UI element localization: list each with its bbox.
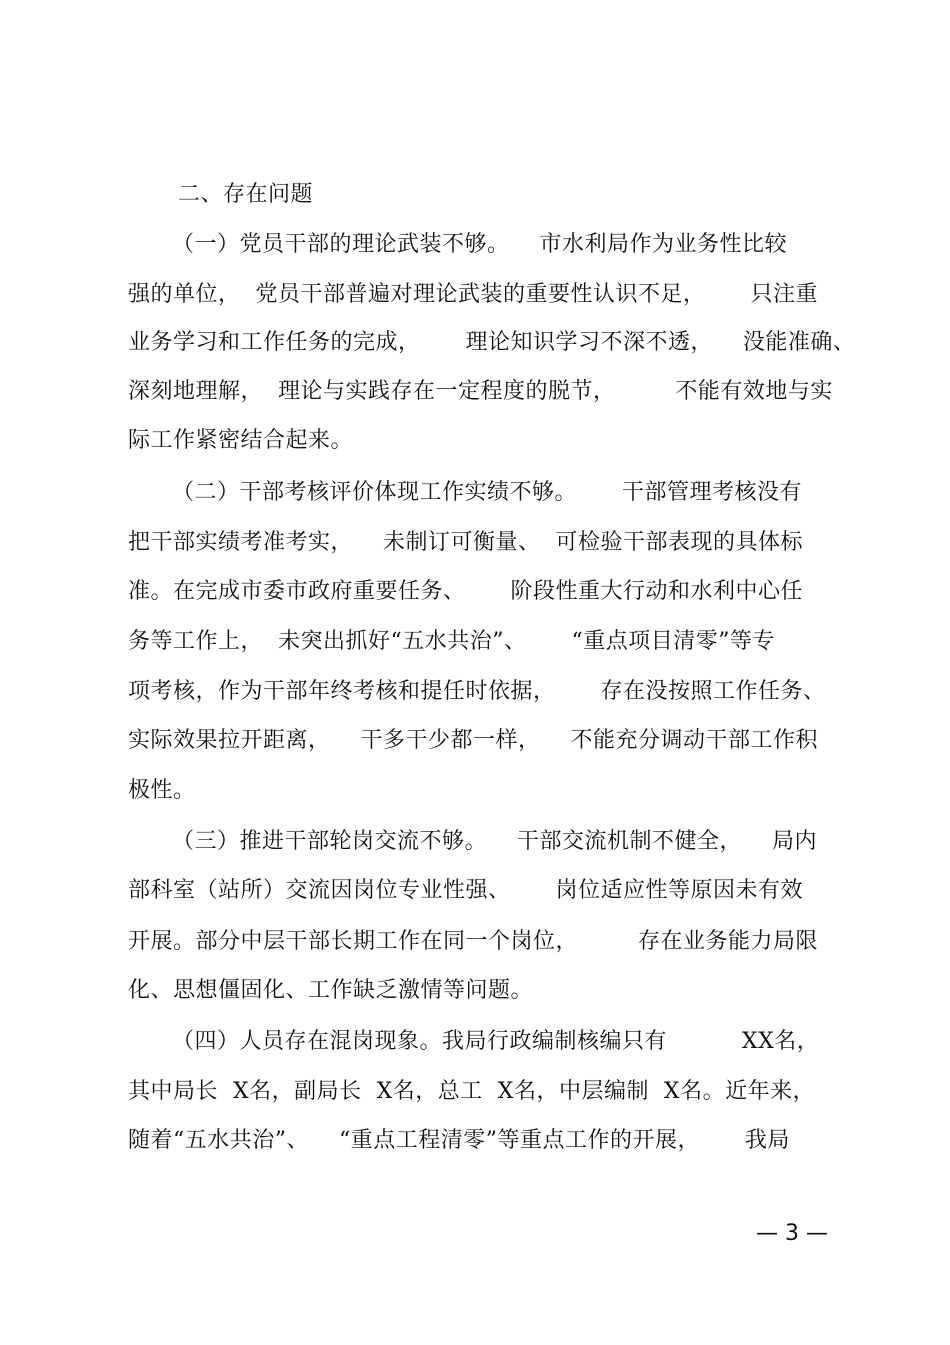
paragraph-2-line-5: 项考核，作为干部年终考核和提任时依据， 存在没按照工作任务、 <box>128 679 826 704</box>
section-heading: 二、存在问题 <box>178 182 314 207</box>
paragraph-1-line-5: 际工作紧密结合起来。 <box>128 428 354 453</box>
paragraph-2-line-6: 实际效果拉开距离， 干多干少都一样， 不能充分调动干部工作积 <box>128 728 818 753</box>
paragraph-3-line-2: 部科室（站所）交流因岗位专业性强、 岗位适应性等原因未有效 <box>128 878 803 903</box>
paragraph-1-line-4: 深刻地理解， 理论与实践存在一定程度的脱节， 不能有效地与实 <box>128 379 833 404</box>
paragraph-4-line-2: 其中局长 X名，副局长 X名，总工 X名，中层编制 X名。近年来， <box>128 1079 816 1104</box>
page-number: — 3 — <box>756 1221 828 1246</box>
paragraph-3-line-1: （三）推进干部轮岗交流不够。 干部交流机制不健全， 局内 <box>172 829 817 854</box>
paragraph-2-line-4: 务等工作上， 未突出抓好“五水共治”、 “重点项目清零”等专 <box>128 629 775 654</box>
paragraph-1-line-3: 业务学习和工作任务的完成， 理论知识学习不深不透， 没能准确、 <box>128 330 856 355</box>
paragraph-3-line-3: 开展。部分中层干部长期工作在同一个岗位， 存在业务能力局限 <box>128 929 818 954</box>
paragraph-1-line-2: 强的单位， 党员干部普遍对理论武装的重要性认识不足， 只注重 <box>128 282 818 307</box>
paragraph-2-line-2: 把干部实绩考准考实， 未制订可衡量、 可检验干部表现的具体标 <box>128 530 803 555</box>
paragraph-2-line-1: （二）干部考核评价体现工作实绩不够。 干部管理考核没有 <box>172 480 802 505</box>
paragraph-4-line-3: 随着“五水共治”、 “重点工程清零”等重点工作的开展， 我局 <box>128 1128 790 1153</box>
paragraph-2-line-7: 极性。 <box>128 778 196 803</box>
paragraph-3-line-4: 化、思想僵固化、工作缺乏激情等问题。 <box>128 978 534 1003</box>
paragraph-1-line-1: （一）党员干部的理论武装不够。 市水利局作为业务性比较 <box>172 232 787 257</box>
paragraph-2-line-3: 准。在完成市委市政府重要任务、 阶段性重大行动和水利中心任 <box>128 579 803 604</box>
paragraph-4-line-1: （四）人员存在混岗现象。我局行政编制核编只有 XX名， <box>172 1029 820 1054</box>
